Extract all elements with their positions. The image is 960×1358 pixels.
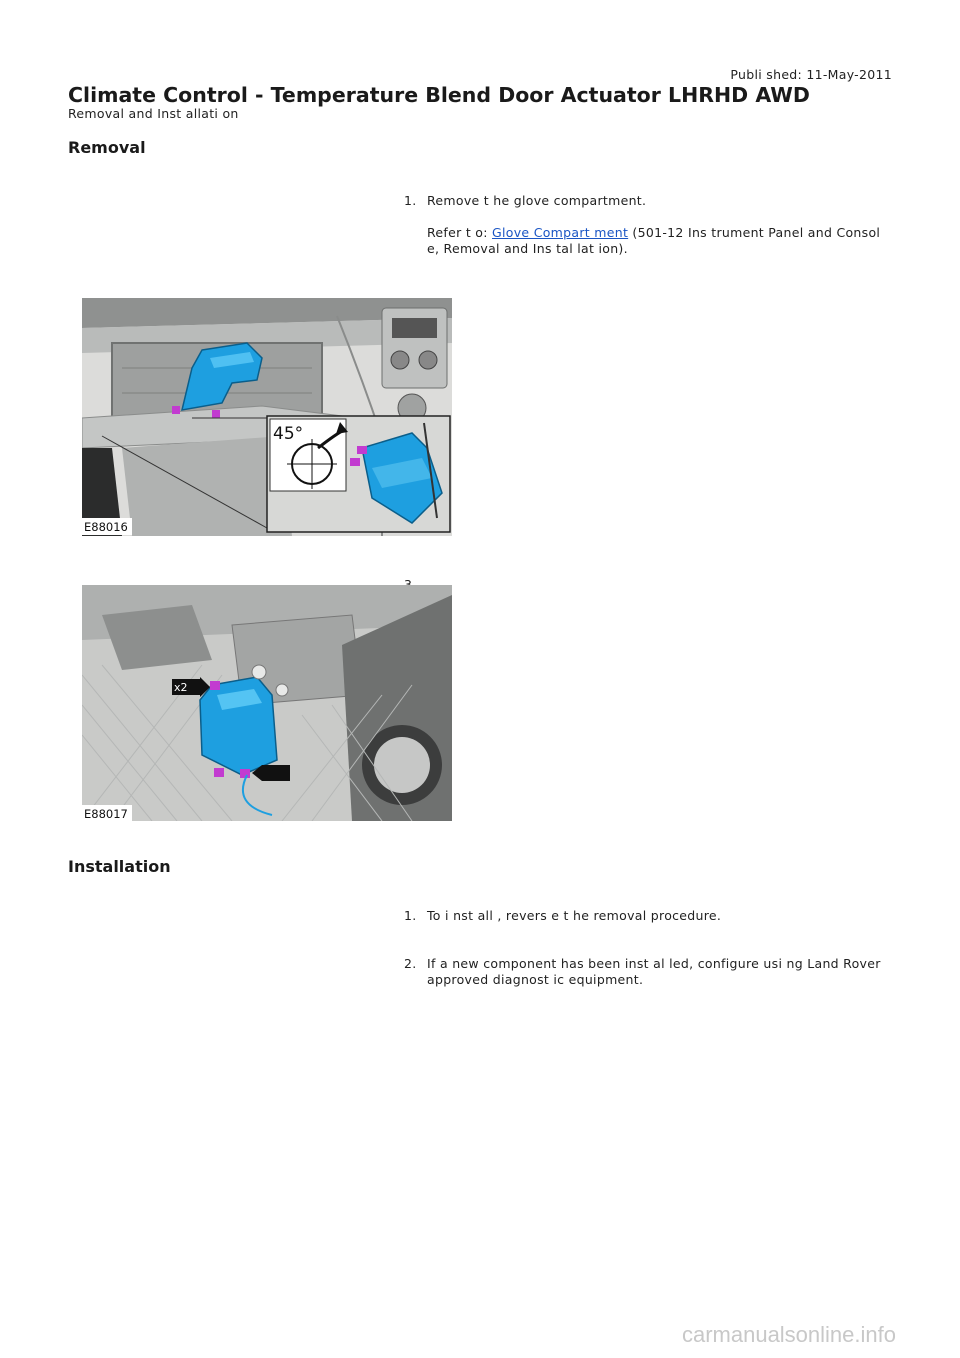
step-text: To i nst all , revers e t he removal procedure. [427, 908, 722, 923]
step-number: 1. [404, 908, 417, 923]
figure-label: E88017 [82, 805, 132, 821]
page-subtitle: Removal and Inst allati on [68, 106, 239, 121]
refer-prefix: Refer t o: [427, 225, 493, 240]
figure-e88016 [82, 298, 452, 536]
angle-label: 45° [273, 424, 304, 444]
step-text: Remove t he glove compartment. [427, 193, 647, 208]
refer-suffix: (501-12 Ins trument Panel and Consol e, Removal and Ins tal lat ion). [427, 225, 881, 256]
dashboard-illustration [82, 298, 452, 536]
x2-callout: x2 [174, 681, 188, 694]
glove-compartment-link[interactable]: Glove Compart ment [492, 225, 629, 240]
actuator-illustration [82, 585, 452, 821]
published-date: Publi shed: 11-May-2011 [730, 67, 892, 82]
step-number: 2. [404, 956, 417, 971]
step-number: 1. [404, 193, 417, 208]
figure-e88017 [82, 585, 452, 821]
watermark: carmanualsonline.info [681, 1322, 896, 1347]
page-title: Climate Control - Temperature Blend Door Actuator LHRHD AWD [68, 83, 810, 107]
refer-to-text [427, 225, 887, 257]
installation-heading: Installation [68, 857, 171, 876]
figure-label: E88016 [82, 518, 132, 535]
removal-heading: Removal [68, 138, 146, 157]
step-text: If a new component has been inst al led, configure usi ng Land Rover approved diagnost ic equipment. [427, 956, 881, 987]
